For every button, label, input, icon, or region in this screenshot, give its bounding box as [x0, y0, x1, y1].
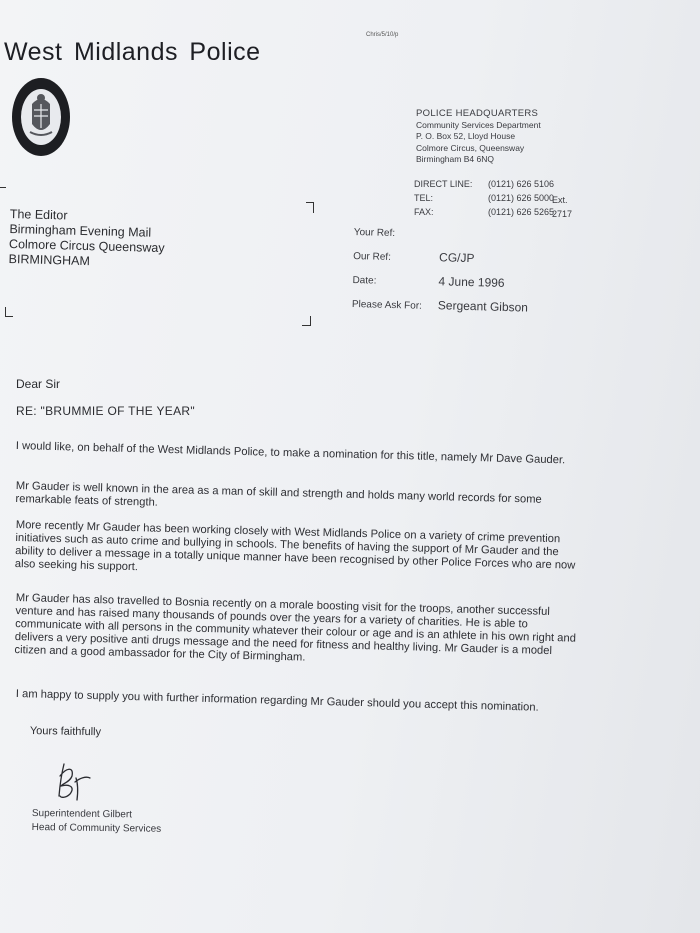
hq-line: P. O. Box 52, Lloyd House [416, 131, 516, 141]
ask-for-value: Sergeant Gibson [437, 298, 529, 315]
signatory-title: Head of Community Services [31, 821, 162, 835]
direct-line-label: DIRECT LINE: [414, 179, 473, 189]
body-paragraph: More recently Mr Gauder has been working closely with West Midlands Police on a variety of crime prevention initiatives such as auto crime and bullying in schools. The benefits of having the support of Mr Gauder and the ability to deliver a message in a totally unique manner have been recognised by other Police Forces who are now also seeking his support. [14, 519, 576, 574]
our-ref-label: Our Ref: [353, 250, 392, 263]
organisation-name: West Midlands Police [4, 38, 261, 66]
recipient-line: Birmingham Evening Mail [9, 221, 152, 240]
window-corner-mark [5, 307, 6, 316]
recipient-line: The Editor [9, 207, 68, 223]
contact-details [414, 177, 573, 219]
fax-row [414, 205, 554, 219]
window-corner-mark [5, 316, 13, 317]
extension: Ext. 2717 [552, 195, 573, 219]
police-crest-logo [10, 76, 72, 158]
our-ref-value: CG/JP [438, 250, 475, 266]
signatory-block [32, 807, 162, 836]
fax-label: FAX: [414, 207, 434, 217]
tel-label: TEL: [414, 193, 434, 203]
direct-line-row [414, 177, 554, 191]
fax-value: (0121) 626 5265 [488, 207, 555, 217]
tel-row [414, 191, 554, 205]
headquarters-address [416, 108, 541, 166]
hq-line: Birmingham B4 6NQ [416, 154, 494, 164]
ask-for-row [351, 296, 528, 325]
closing: Yours faithfully [29, 725, 102, 739]
hq-line: POLICE HEADQUARTERS [416, 108, 539, 119]
body-paragraph: I would like, on behalf of the West Midlands Police, to make a nomination for this title, namely Mr Dave Gauder. [15, 440, 566, 467]
window-corner-mark [313, 202, 314, 213]
subject-line: RE: "BRUMMIE OF THE YEAR" [16, 404, 195, 418]
your-ref-label: Your Ref: [353, 226, 396, 240]
window-corner-mark [302, 325, 311, 326]
recipient-line: BIRMINGHAM [8, 251, 91, 269]
tel-value: (0121) 626 5000 [488, 193, 555, 203]
salutation: Dear Sir [16, 377, 61, 391]
fold-mark [0, 187, 6, 188]
date-value: 4 June 1996 [438, 274, 505, 290]
body-paragraph: I am happy to supply you with further information regarding Mr Gauder should you accept this nomination. [15, 688, 539, 714]
ask-for-label: Please Ask For: [351, 298, 423, 312]
direct-line-value: (0121) 626 5106 [488, 179, 555, 189]
recipient-address [8, 207, 165, 271]
handwritten-signature [56, 758, 96, 806]
recipient-line: Colmore Circus Queensway [8, 236, 165, 256]
hq-line: Colmore Circus, Queensway [416, 142, 525, 153]
reference-block [351, 224, 530, 325]
window-corner-mark [310, 316, 311, 325]
body-paragraph: Mr Gauder is well known in the area as a man of skill and strength and holds many world records for some remarkable feats of strength. [15, 480, 542, 509]
hq-line: Community Services Department [416, 119, 541, 130]
date-label: Date: [352, 274, 377, 287]
signatory-name: Superintendent Gilbert [31, 807, 133, 821]
reference-code: Chris/5/10/p [366, 32, 399, 38]
body-paragraph: Mr Gauder has also travelled to Bosnia recently on a morale boosting visit for the troops, another successful venture and has raised many thousands of pounds over the years for a variety of charities. He is able to communicate with all persons in the community whatever their colour or age and is an athlete in his own right and delivers a very positive anti drugs message and the need for fitness and healthy living. Mr Gauder is a model citizen and a good ambassador for the City of Birmingham. [14, 592, 577, 664]
